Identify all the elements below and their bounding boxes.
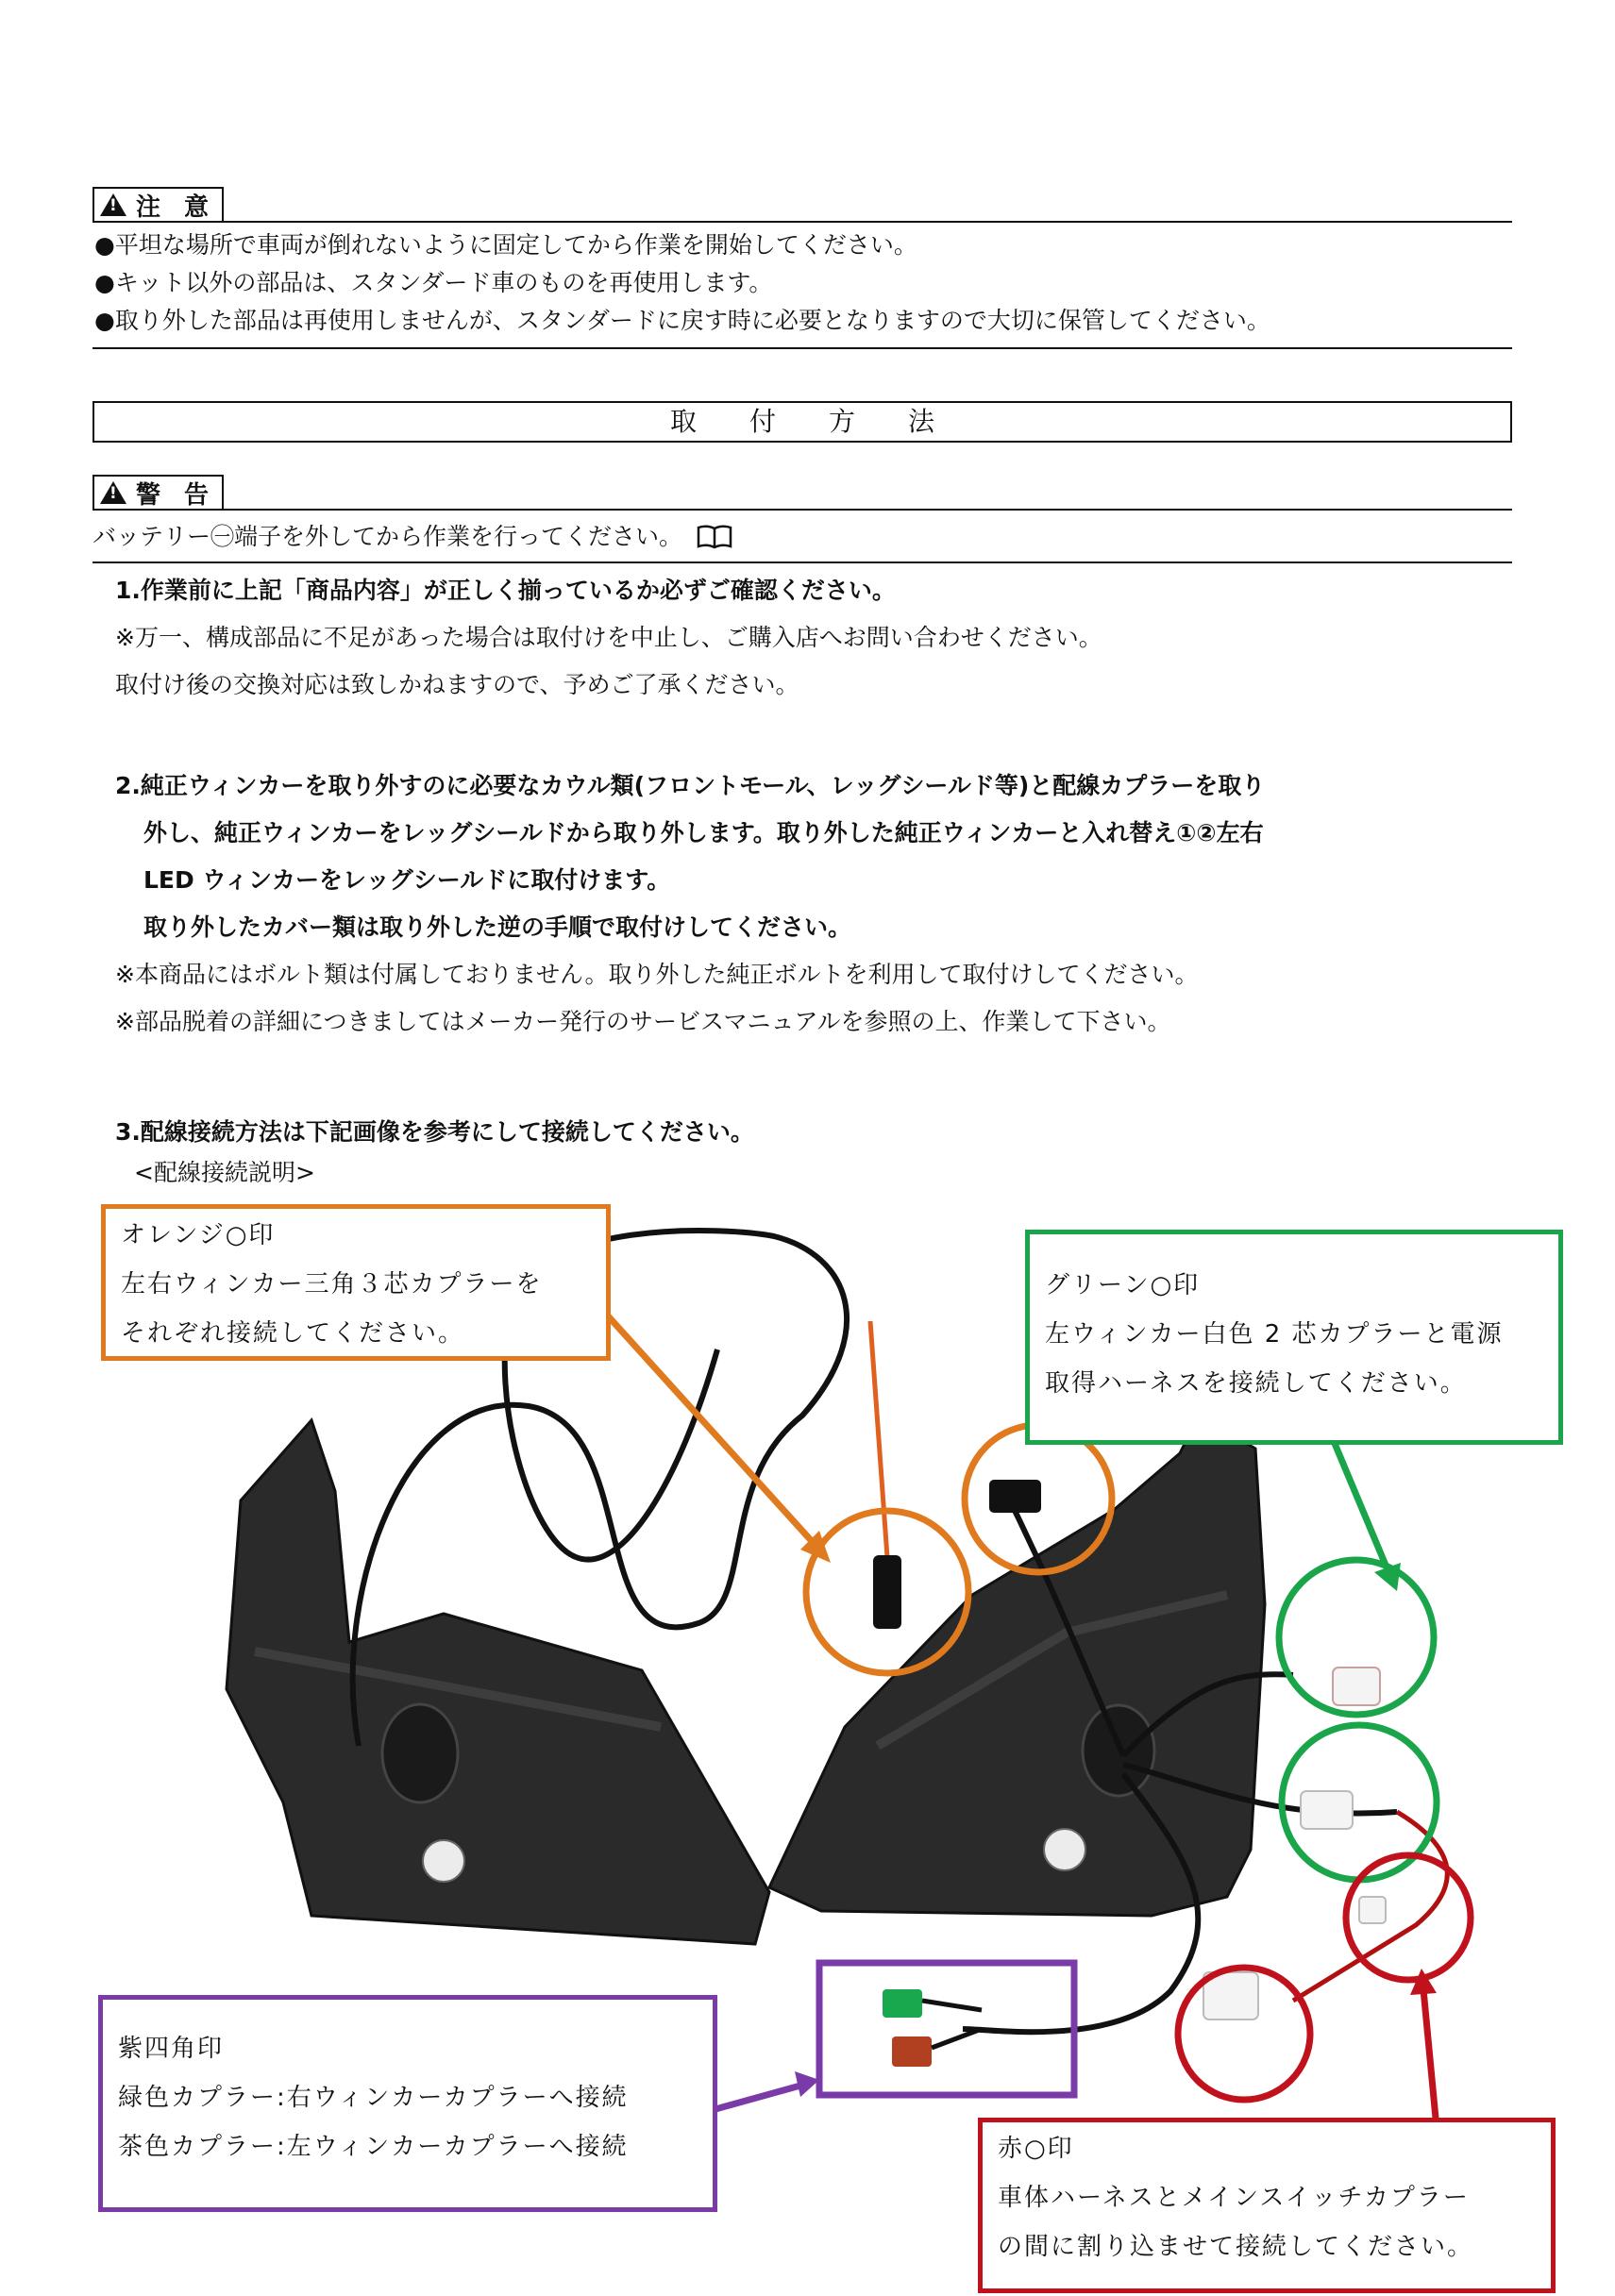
callout-orange-line-1: 左右ウィンカー三角３芯カプラーを <box>121 1270 543 1299</box>
section-title: 取 付 方 法 <box>669 406 934 437</box>
purple-square-marker <box>819 1963 1074 2095</box>
right-unit-label-sticker <box>1044 1829 1085 1870</box>
left-winker-unit <box>227 1420 769 1944</box>
callout-orange <box>101 1204 611 1361</box>
warning-label: ! 警 告 <box>93 475 224 511</box>
warning-bottom-rule <box>93 561 1512 563</box>
callout-green-line-1: 左ウィンカー白色 2 芯カプラーと電源 <box>1045 1320 1504 1349</box>
caution-line-1: ●平坦な場所で車両が倒れないように固定してから作業を開始してください。 <box>94 231 917 259</box>
step-1-note-2: 取付け後の交換対応は致しかねますので、予めご了承ください。 <box>115 671 799 698</box>
caution-top-rule <box>224 221 1512 223</box>
green-arrow <box>1331 1434 1401 1591</box>
step-3-subtitle: <配線接続説明> <box>134 1159 315 1186</box>
callout-red-line-1: 車体ハーネスとメインスイッチカプラー <box>998 2184 1470 2212</box>
callout-purple-line-2: 茶色カプラー:左ウィンカーカプラーへ接続 <box>118 2133 629 2161</box>
step-2-line-1: 2.純正ウィンカーを取り外すのに必要なカウル類(フロントモール、レッグシールド等)と配線カプラーを取り <box>115 772 1266 799</box>
warning-section <box>93 475 1512 563</box>
red-arrow <box>1410 1969 1437 2128</box>
white-2pin-connector <box>1333 1668 1380 1705</box>
white-power-connector <box>1301 1791 1353 1829</box>
warning-top-rule <box>224 509 1512 511</box>
callout-orange-title: オレンジ○印 <box>121 1221 276 1249</box>
green-coupler <box>883 1989 922 2018</box>
callout-red-line-2: の間に割り込ませて接続してください。 <box>998 2233 1474 2261</box>
callout-red-title: 赤○印 <box>998 2135 1074 2163</box>
warning-text: バッテリー㊀端子を外してから作業を行ってください。 <box>93 523 683 550</box>
manual-book-icon <box>696 524 733 550</box>
step-2-note-1: ※本商品にはボルト類は付属しておりません。取り外した純正ボルトを利用して取付けしてください。 <box>115 961 1199 988</box>
brown-coupler <box>892 2036 932 2067</box>
step-2 <box>115 763 1265 1046</box>
orange-3pin-connector-right <box>989 1480 1041 1513</box>
callout-purple-title: 紫四角印 <box>118 2035 225 2063</box>
orange-3pin-connector-left <box>873 1555 901 1629</box>
caution-label: ! 注 意 <box>93 187 224 223</box>
callout-red <box>978 2118 1556 2293</box>
step-2-line-4: 取り外したカバー類は取り外した逆の手順で取付けしてください。 <box>143 913 852 941</box>
step-3-title: 3.配線接続方法は下記画像を参考にして接続してください。 <box>115 1118 754 1146</box>
step-2-line-2: 外し、純正ウィンカーをレッグシールドから取り外します。取り外した純正ウィンカーと入れ替え①②左右 <box>143 819 1264 846</box>
caution-line-3: ●取り外した部品は再使用しませんが、スタンダードに戻す時に必要となりますので大切に保管してください。 <box>94 307 1270 334</box>
purple-arrow <box>715 2071 819 2109</box>
step-1 <box>115 567 1102 709</box>
left-unit-label-sticker <box>423 1840 464 1882</box>
step-1-note-1: ※万一、構成部品に不足があった場合は取付けを中止し、ご購入店へお問い合わせください。 <box>115 624 1102 651</box>
step-1-title: 1.作業前に上記「商品内容」が正しく揃っているか必ずご確認ください。 <box>115 577 896 604</box>
section-title-box <box>93 401 1512 443</box>
step-3 <box>115 1109 754 1190</box>
callout-green <box>1025 1230 1563 1445</box>
callout-orange-line-2: それぞれ接続してください。 <box>121 1319 465 1348</box>
step-2-note-2: ※部品脱着の詳細につきましてはメーカー発行のサービスマニュアルを参照の上、作業して下さい。 <box>115 1008 1171 1035</box>
callout-purple-line-1: 緑色カプラー:右ウィンカーカプラーへ接続 <box>118 2084 629 2112</box>
caution-section <box>93 187 1512 349</box>
callout-green-line-2: 取得ハーネスを接続してください。 <box>1045 1369 1467 1398</box>
caution-bottom-rule <box>93 347 1512 349</box>
caution-line-2: ●キット以外の部品は、スタンダード車のものを再使用します。 <box>94 269 773 296</box>
step-2-line-3: LED ウィンカーをレッグシールドに取付けます。 <box>143 866 671 894</box>
white-vehicle-connector <box>1359 1897 1386 1923</box>
warning-triangle-icon <box>100 193 126 216</box>
callout-green-title: グリーン○印 <box>1045 1271 1201 1299</box>
callout-purple <box>98 1995 717 2212</box>
warning-triangle-icon <box>100 481 126 504</box>
